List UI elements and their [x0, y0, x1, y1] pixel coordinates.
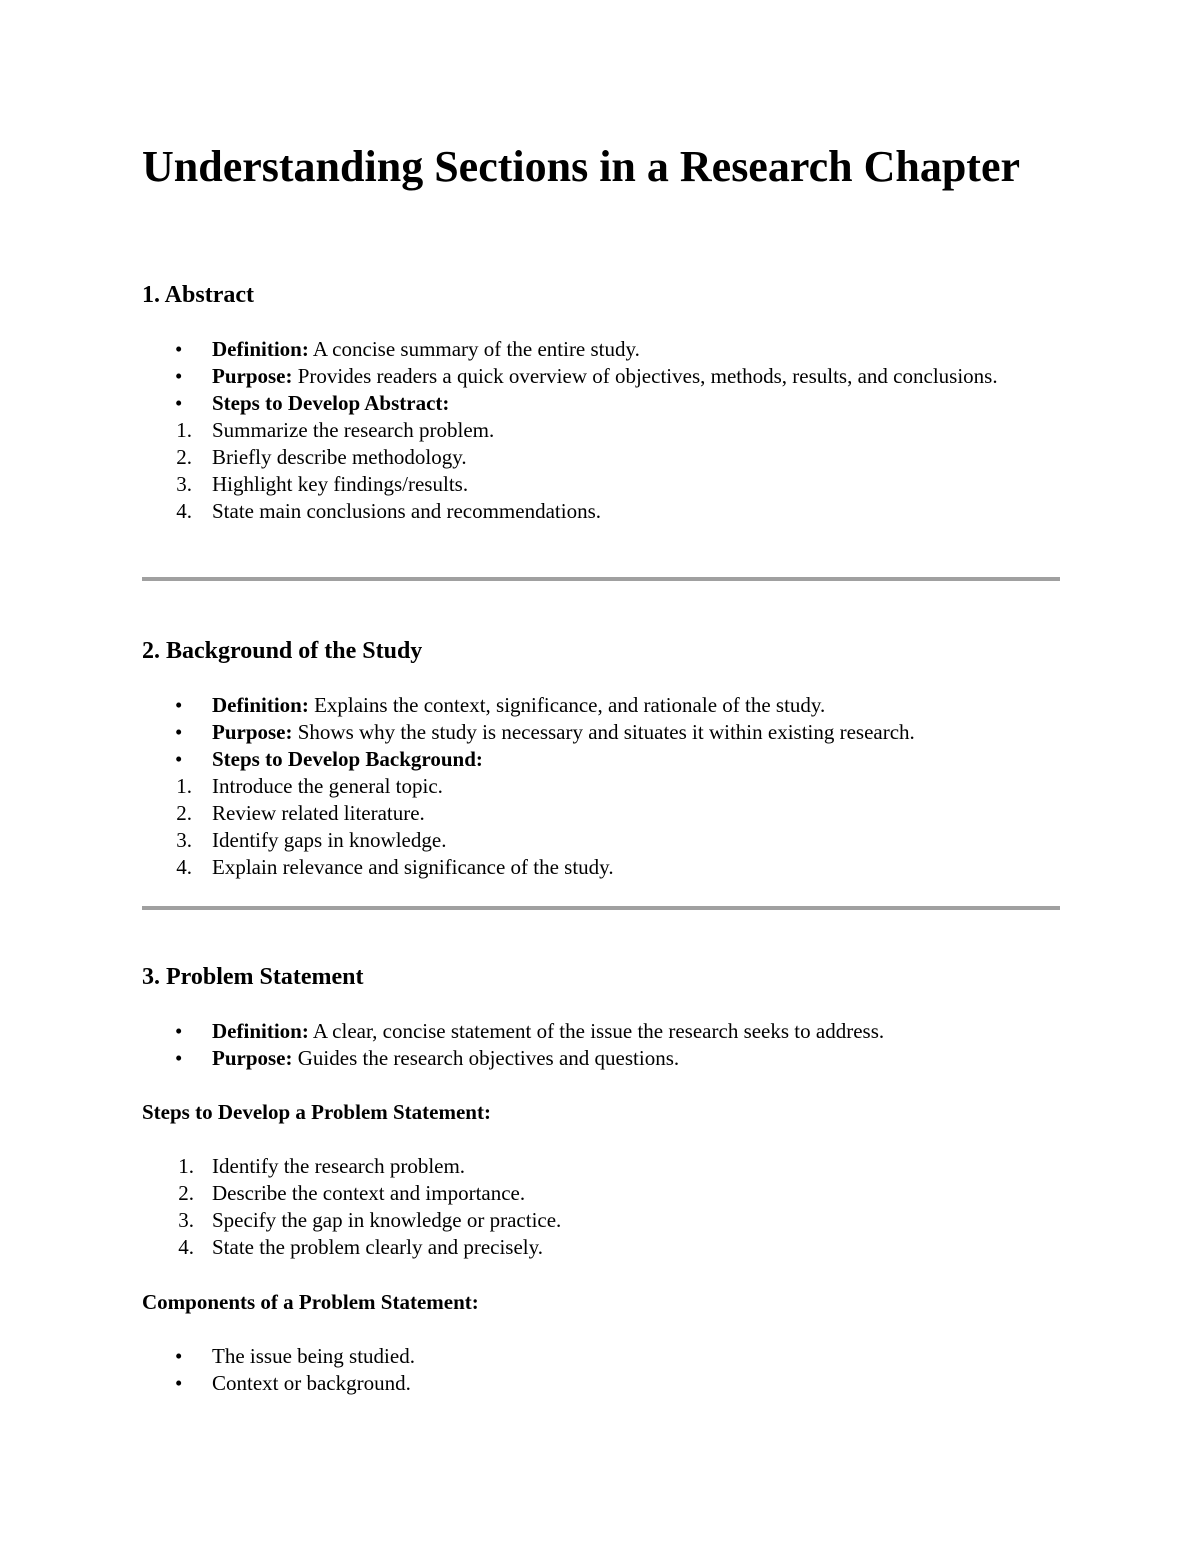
step-item: [142, 498, 1060, 525]
section-abstract: [142, 280, 1060, 525]
list-item: [142, 692, 1060, 719]
section-divider: [142, 906, 1060, 910]
step-text: Explain relevance and significance of the study.: [212, 855, 614, 879]
problem-bullet-list: [142, 1018, 1060, 1072]
step-text: Specify the gap in knowledge or practice.: [212, 1208, 562, 1232]
list-item: [142, 363, 1060, 390]
step-item: [142, 800, 1060, 827]
definition-label: Definition:: [212, 337, 309, 361]
purpose-label: Purpose:: [212, 364, 293, 388]
step-number: 1.: [178, 1154, 194, 1178]
section-heading: 1. Abstract: [142, 282, 254, 308]
purpose-text: Provides readers a quick overview of objectives, methods, results, and conclusions.: [292, 364, 998, 388]
abstract-bullet-list: [142, 336, 1060, 525]
step-text: Identify the research problem.: [212, 1154, 466, 1178]
list-item: [142, 390, 1060, 525]
step-number: 3.: [178, 1208, 194, 1232]
list-item: [142, 1045, 1060, 1072]
components-bullet-list: [142, 1343, 1060, 1397]
section-heading: 2. Background of the Study: [142, 638, 423, 664]
list-item: [142, 1343, 1060, 1370]
component-text: Context or background.: [212, 1371, 411, 1395]
definition-label: Definition:: [212, 693, 309, 717]
definition-text: A concise summary of the entire study.: [308, 337, 640, 361]
purpose-text: Guides the research objectives and questions.: [292, 1046, 680, 1070]
step-number: 2.: [176, 445, 192, 469]
definition-text: Explains the context, significance, and rationale of the study.: [308, 693, 826, 717]
step-text: Summarize the research problem.: [212, 418, 495, 442]
step-number: 4.: [176, 499, 192, 523]
components-subheading: Components of a Problem Statement:: [142, 1290, 479, 1314]
background-bullet-list: [142, 692, 1060, 881]
steps-subheading: Steps to Develop a Problem Statement:: [142, 1100, 491, 1124]
step-text: Review related literature.: [212, 801, 425, 825]
list-item: [142, 1370, 1060, 1397]
document-title: Understanding Sections in a Research Chapter: [142, 142, 1021, 191]
step-item: [142, 854, 1060, 881]
step-text: State main conclusions and recommendations.: [212, 499, 601, 523]
step-number: 3.: [176, 828, 192, 852]
section-problem-statement: [142, 962, 1060, 1397]
step-text: Identify gaps in knowledge.: [212, 828, 447, 852]
step-number: 1.: [176, 418, 192, 442]
purpose-label: Purpose:: [212, 720, 293, 744]
step-text: State the problem clearly and precisely.: [212, 1235, 544, 1259]
step-item: [142, 827, 1060, 854]
abstract-steps-list: [142, 417, 1060, 525]
definition-text: A clear, concise statement of the issue the research seeks to address.: [308, 1019, 885, 1043]
step-item: [142, 1153, 1060, 1180]
section-heading: 3. Problem Statement: [142, 964, 364, 990]
step-number: 4.: [176, 855, 192, 879]
definition-label: Definition:: [212, 1019, 309, 1043]
steps-label: Steps to Develop Abstract:: [212, 391, 450, 415]
step-item: [142, 471, 1060, 498]
step-text: Briefly describe methodology.: [212, 445, 467, 469]
component-text: The issue being studied.: [212, 1344, 415, 1368]
list-item: [142, 1018, 1060, 1045]
step-item: [142, 773, 1060, 800]
section-background: [142, 636, 1060, 881]
purpose-label: Purpose:: [212, 1046, 293, 1070]
purpose-text: Shows why the study is necessary and situates it within existing research.: [292, 720, 915, 744]
list-item: [142, 719, 1060, 746]
step-number: 1.: [176, 774, 192, 798]
step-text: Introduce the general topic.: [212, 774, 443, 798]
step-item: [142, 444, 1060, 471]
problem-steps-list: [142, 1153, 1060, 1261]
list-item: [142, 746, 1060, 881]
step-number: 3.: [176, 472, 192, 496]
document-page: [142, 140, 1060, 220]
step-item: [142, 1207, 1060, 1234]
step-item: [142, 1180, 1060, 1207]
step-text: Highlight key findings/results.: [212, 472, 469, 496]
steps-label: Steps to Develop Background:: [212, 747, 483, 771]
step-item: [142, 1234, 1060, 1261]
step-number: 4.: [178, 1235, 194, 1259]
background-steps-list: [142, 773, 1060, 881]
step-number: 2.: [176, 801, 192, 825]
step-number: 2.: [178, 1181, 194, 1205]
step-text: Describe the context and importance.: [212, 1181, 526, 1205]
step-item: [142, 417, 1060, 444]
list-item: [142, 336, 1060, 363]
section-divider: [142, 577, 1060, 581]
